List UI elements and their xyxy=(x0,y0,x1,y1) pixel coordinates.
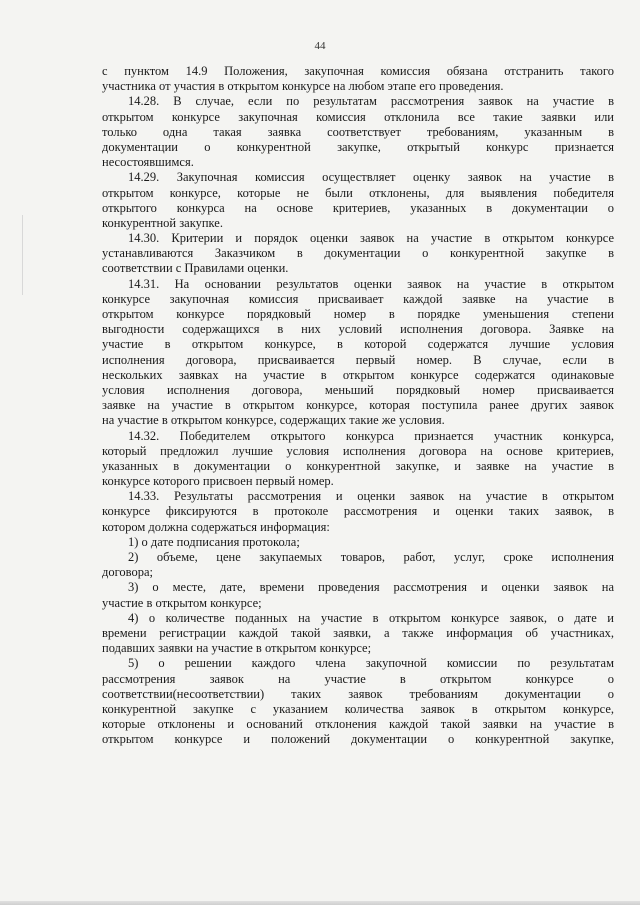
paragraph xyxy=(102,231,614,277)
paragraph xyxy=(102,550,614,580)
text-line: который предложил лучшие условия исполнения договора на основе критериев, xyxy=(102,443,614,458)
page-bottom-edge xyxy=(0,901,640,905)
paragraph xyxy=(102,489,614,535)
text-line: участника от участия в открытом конкурсе на любом этапе его проведения. xyxy=(102,79,504,94)
text-line: 1) о дате подписания протокола; xyxy=(128,534,300,549)
text-line: котором должна содержаться информация: xyxy=(102,519,330,534)
scan-artifact xyxy=(22,215,23,295)
text-line: с пунктом 14.9 Положения, закупочная комиссия обязана отстранить такого xyxy=(102,64,614,78)
text-line: 14.28. В случае, если по результатам рассмотрения заявок на участие в xyxy=(128,94,614,109)
paragraph xyxy=(102,170,614,231)
document-body xyxy=(102,64,614,747)
text-line: конкурентной закупке. xyxy=(102,215,223,230)
paragraph xyxy=(102,429,614,490)
text-line: выгодности содержащихся в них условий исполнения договора. Заявке на xyxy=(102,322,614,337)
paragraph xyxy=(102,277,614,429)
paragraph xyxy=(102,580,614,610)
text-line: подавших заявки на участие в открытом конкурсе; xyxy=(102,641,372,656)
text-line: 4) о количестве поданных на участие в открытом конкурсе заявок, о дате и xyxy=(128,610,614,625)
paragraph xyxy=(102,611,614,657)
text-line: несостоявшимся. xyxy=(102,155,194,170)
text-line: 14.33. Результаты рассмотрения и оценки заявок на участие в открытом xyxy=(128,489,614,504)
text-line: конкурентной закупке с указанием количества заявок в открытом конкурсе, xyxy=(102,701,614,716)
text-line: документации о конкурентной закупке, открытый конкурс признается xyxy=(102,139,614,154)
text-line: 5) о решении каждого члена закупочной комиссии по результатам xyxy=(128,656,614,671)
text-line: 14.29. Закупочная комиссия осуществляет оценку заявок на участие в xyxy=(128,170,614,185)
page-number: 44 xyxy=(314,40,326,52)
text-line: открытом конкурсе порядковый номер в порядке уменьшения степени xyxy=(102,307,614,321)
text-line: на участие в открытом конкурсе, содержащих такие же условия. xyxy=(102,413,445,428)
text-line: конкурсе которого присвоен первый номер. xyxy=(102,474,334,489)
text-line: соответствии(несоответствии) таких заявок требованиям документации о xyxy=(102,686,614,701)
text-line: участие в открытом конкурсе; xyxy=(102,595,262,610)
paragraph xyxy=(102,94,614,170)
paragraph xyxy=(102,64,614,94)
text-line: конкурсе закупочная комиссия присваивает каждой заявке на участие в xyxy=(102,291,614,306)
text-line: открытом конкурсе закупочная комиссия отклонила все такие заявки или xyxy=(102,109,614,124)
text-line: открытого конкурса на основе критериев, указанных в документации о xyxy=(102,200,614,215)
text-line: договора; xyxy=(102,565,154,580)
text-line: 14.32. Победителем открытого конкурса признается участник конкурса, xyxy=(128,428,614,443)
text-line: открытом конкурсе, которые не были отклонены, для выявления победителя xyxy=(102,185,614,200)
text-line: конкурсе фиксируются в протоколе рассмотрения и оценки таких заявок, в xyxy=(102,504,614,519)
text-line: устанавливаются Заказчиком в документации о конкурентной закупке в xyxy=(102,246,614,261)
text-line: указанных в документации о конкурентной закупке, и заявке на участие в xyxy=(102,458,614,473)
text-line: исполнения договора, присваивается первый номер. В случае, если в xyxy=(102,352,614,367)
text-line: 2) объеме, цене закупаемых товаров, работ, услуг, сроке исполнения xyxy=(128,550,614,564)
text-line: соответствии с Правилами оценки. xyxy=(102,261,289,276)
text-line: только одна такая заявка соответствует требованиям, указанным в xyxy=(102,124,614,139)
text-line: открытом конкурсе и положений документации о конкурентной закупке, xyxy=(102,732,614,747)
text-line: рассмотрения заявок на участие в открытом конкурсе о xyxy=(102,671,614,686)
text-line: 3) о месте, дате, времени проведения рассмотрения и оценки заявок на xyxy=(128,580,614,595)
text-line: времени регистрации каждой такой заявки, а также информация об участниках, xyxy=(102,625,614,640)
text-line: 14.31. На основании результатов оценки заявок на участие в открытом xyxy=(128,276,614,291)
paragraph xyxy=(102,535,614,550)
text-line: нескольких заявках на участие в открытом конкурсе содержатся одинаковые xyxy=(102,367,614,382)
text-line: 14.30. Критерии и порядок оценки заявок на участие в открытом конкурсе xyxy=(128,231,614,246)
text-line: которые отклонены и оснований отклонения каждой такой заявки на участие в xyxy=(102,717,614,732)
text-line: заявке на участие в открытом конкурсе, которая поступила ранее других заявок xyxy=(102,398,614,413)
text-line: участие в открытом конкурсе, в которой содержатся лучшие условия xyxy=(102,337,614,352)
paragraph xyxy=(102,656,614,747)
text-line: условия исполнения договора, меньший порядковый номер присваивается xyxy=(102,382,614,397)
